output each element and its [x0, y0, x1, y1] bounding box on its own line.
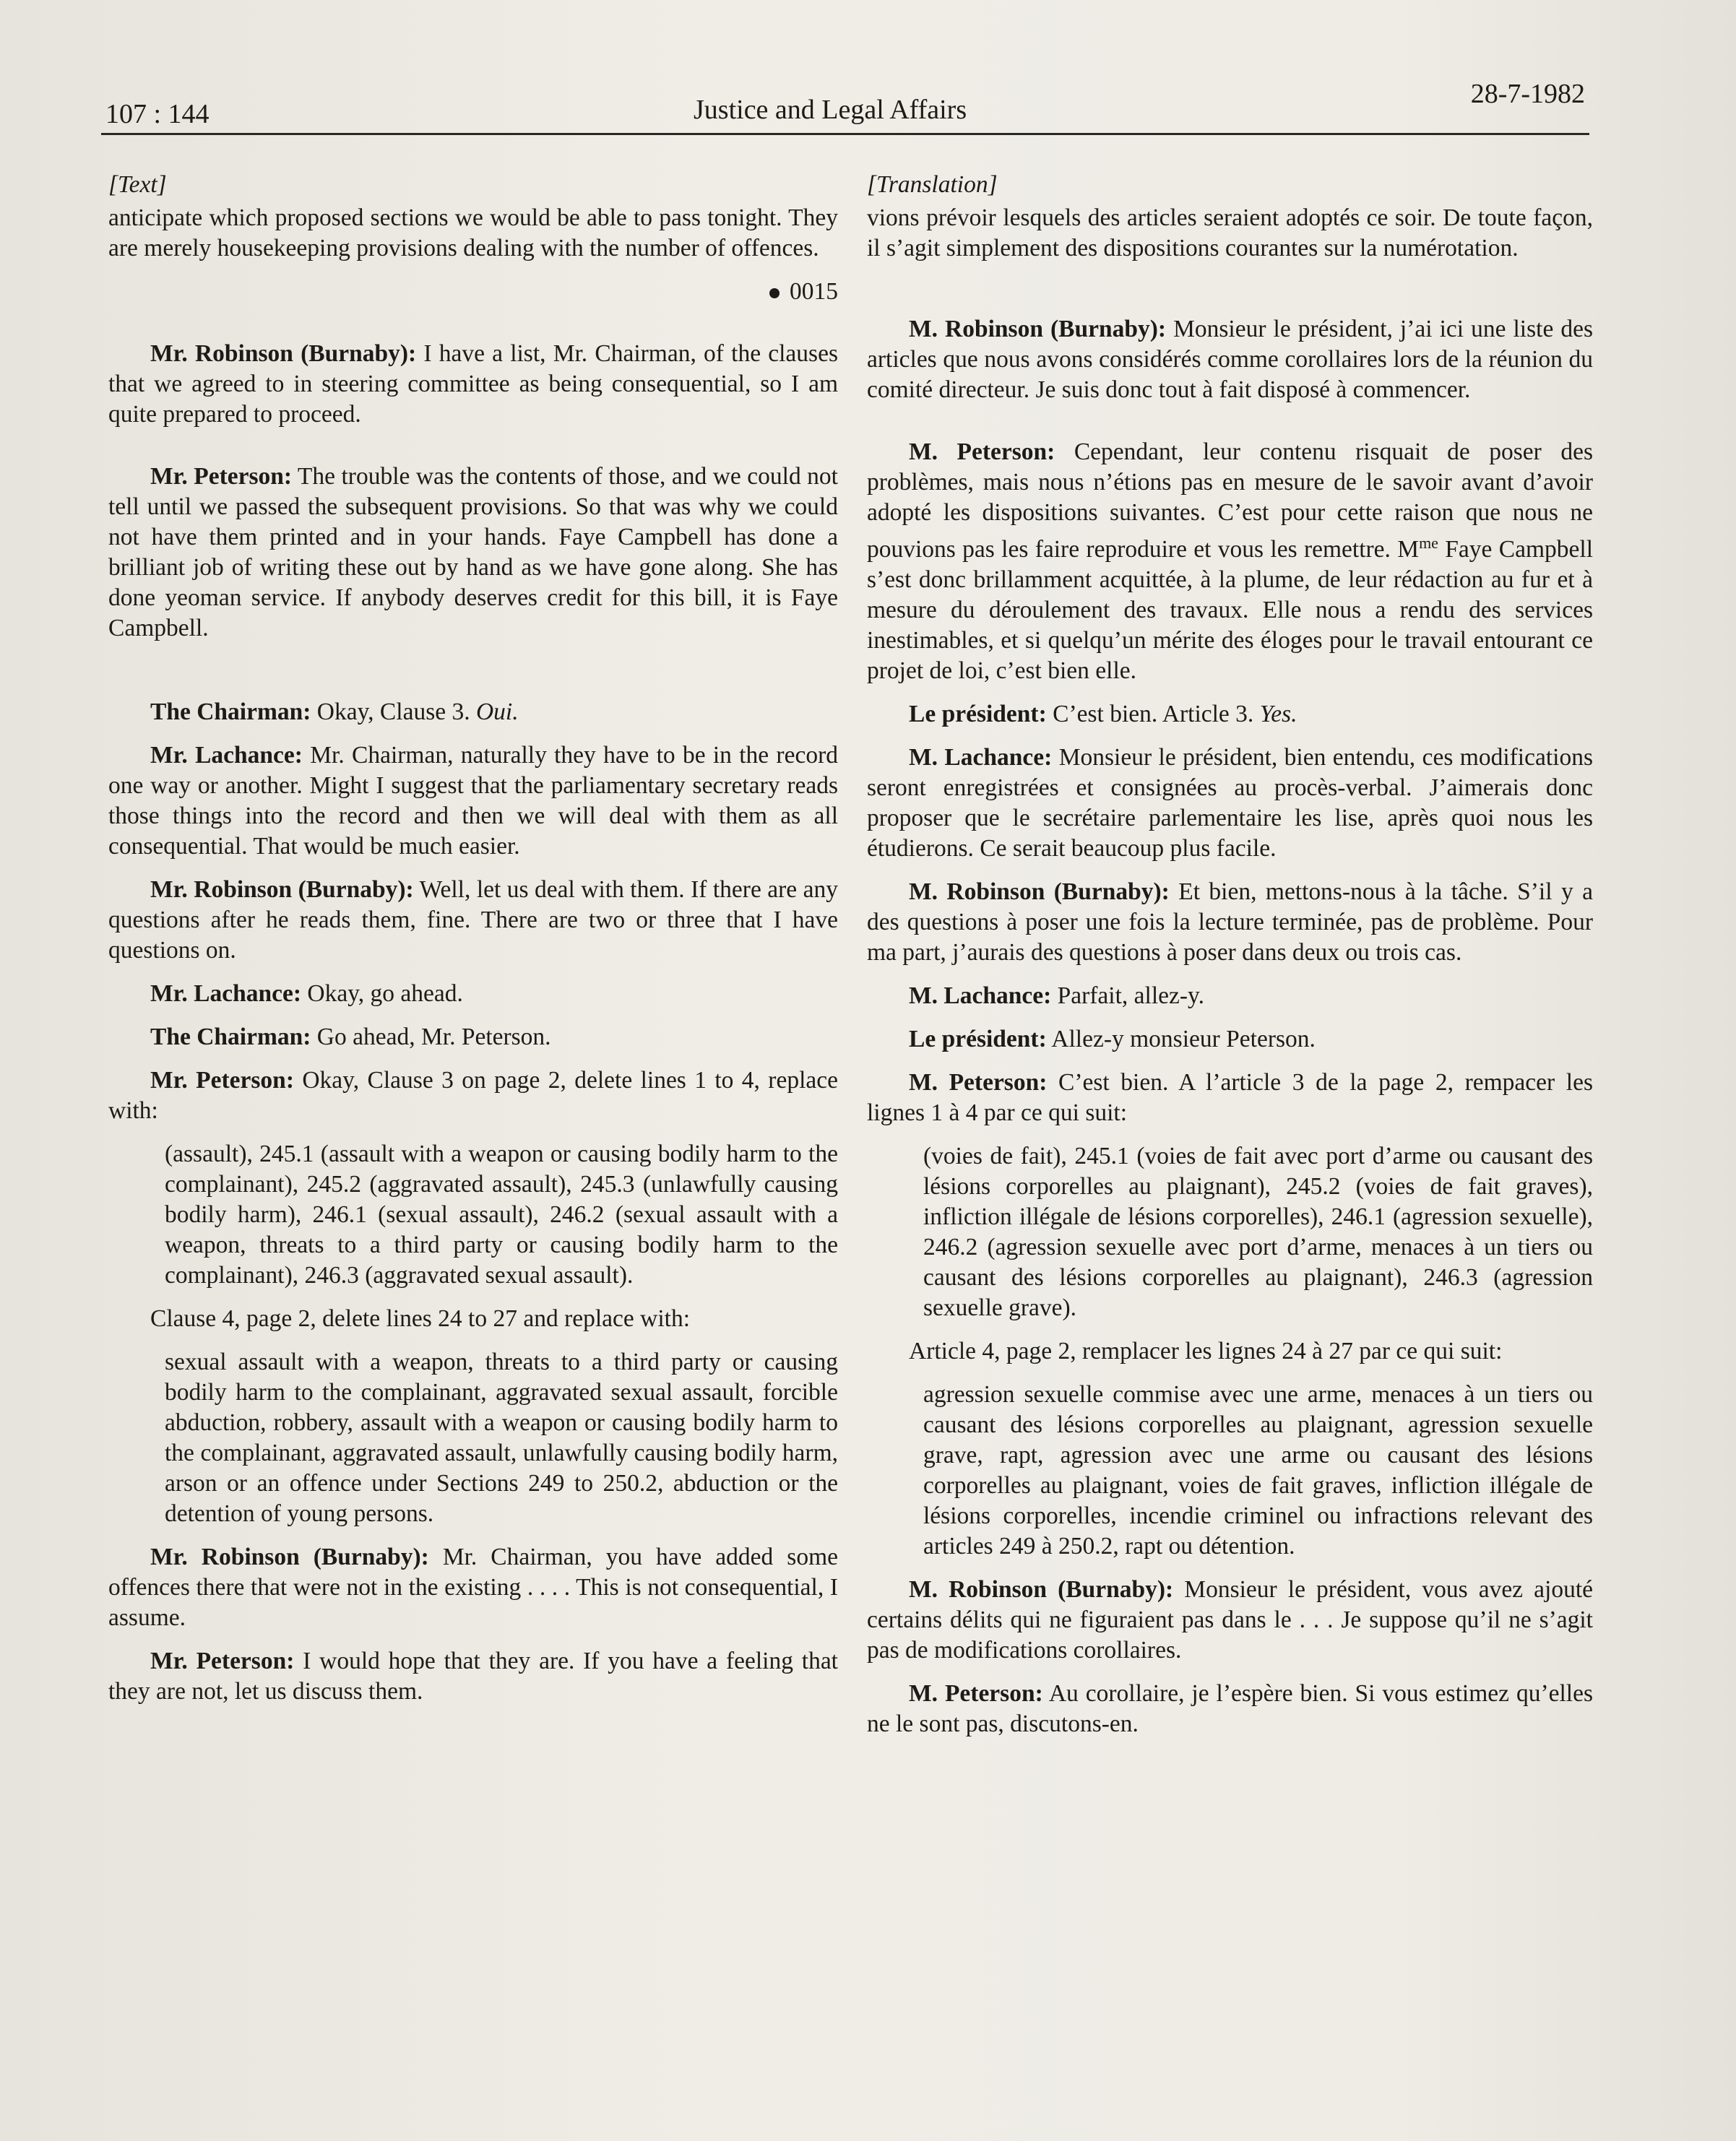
speech: M. Lachance: Parfait, allez-y.: [909, 982, 1204, 1010]
speech: The Chairman: Okay, Clause 3. Oui.: [150, 698, 519, 725]
speaker-name: M. Robinson (Burnaby):: [909, 1576, 1174, 1604]
speaker-name: The Chairman:: [150, 698, 311, 725]
paragraph: Clause 4, page 2, delete lines 24 to 27 and replace with:: [150, 1305, 691, 1332]
speaker-name: M. Peterson:: [909, 1069, 1048, 1097]
speaker-name: Mr. Robinson (Burnaby):: [150, 876, 414, 903]
speech: M. Lachance: Monsieur le président, bien entendu, ces modifications seront enregistrées et consignées au procès-verbal. J’aimerais donc proposer que le secrétaire parlementaire les lise, après quoi nous les étudierons. Ce serait beaucoup plus facile.: [867, 744, 1593, 862]
speech: Le président: Allez-y monsieur Peterson.: [909, 1026, 1316, 1053]
speaker-name: Mr. Peterson:: [150, 1067, 294, 1094]
speech: Mr. Robinson (Burnaby): Well, let us deal with them. If there are any questions after he reads them, fine. There are two or three that I have questions on.: [108, 876, 838, 964]
speech: Mr. Robinson (Burnaby): Mr. Chairman, you have added some offences there that were not in the existing . . . . This is not consequential, I assume.: [108, 1544, 838, 1631]
page-date: 28-7-1982: [1470, 79, 1585, 109]
bullet-icon: [769, 288, 780, 298]
speaker-name: M. Lachance:: [909, 982, 1052, 1010]
speech: M. Robinson (Burnaby): Et bien, mettons-nous à la tâche. S’il y a des questions à poser une fois la lecture terminée, pas de problème. Pour ma part, j’aurais des questions à poser dans deux ou trois cas.: [867, 878, 1593, 966]
speech: Le président: C’est bien. Article 3. Yes.: [909, 701, 1297, 728]
speech: M. Peterson: C’est bien. A l’article 3 de la page 2, rempacer les lignes 1 à 4 par ce qui suit:: [867, 1069, 1594, 1127]
speaker-name: M. Robinson (Burnaby):: [909, 878, 1170, 906]
amendment-text: (voies de fait), 245.1 (voies de fait avec port d’arme ou causant des lésions corporelles au plaignant), 245.2 (voies de fait graves), infliction illégale de lésions corporelles), 246.1 (agression sexuelle), 246.2 (agression sexuelle avec port d’arme, menaces à un tiers ou causant des lésions corporelles au plaignant), 246.3 (agression sexuelle grave).: [923, 1143, 1593, 1322]
speech: M. Peterson: Cependant, leur contenu risquait de poser des problèmes, mais nous n’étions pas en mesure de le savoir avant d’avoir adopté les dispositions suivantes. C’est pour cette raison que nous ne pouvions pas les faire reproduire et vous les remettre. $M^{me}$ Faye Campbell s’est donc brillamment acquittée, à la plume, de leur rédaction au fur et à mesure du déroulement des travaux. Elle nous a rendu des services inestimables, et si quelqu’un mérite des éloges pour le travail entourant ce projet de loi, c’est bien elle.: [867, 438, 1594, 685]
running-title: Justice and Legal Affairs: [694, 95, 967, 125]
page-number: 107 : 144: [105, 99, 210, 129]
section-label-translation: [Translation]: [867, 171, 998, 198]
speech: Mr. Robinson (Burnaby): I have a list, Mr. Chairman, of the clauses that we agreed to in steering committee as being consequential, so I am quite prepared to proceed.: [108, 340, 838, 428]
speech: Mr. Peterson: The trouble was the contents of those, and we could not tell until we passed the subsequent provisions. So that was why we could not have them printed and in your hands. Faye Campbell has done a brilliant job of writing these out by hand as we have gone along. She has done yeoman service. If anybody deserves credit for this bill, it is Faye Campbell.: [108, 463, 838, 641]
english-column: [108, 170, 838, 1720]
paragraph: vions prévoir lesquels des articles seraient adoptés ce soir. De toute façon, il s’agit simplement des dispositions courantes sur la numérotation.: [867, 204, 1593, 261]
speech: M. Robinson (Burnaby): Monsieur le président, vous avez ajouté certains délits qui ne figuraient pas dans le . . . Je suppose qu’il ne s’agit pas de modifications corollaires.: [867, 1576, 1593, 1664]
speaker-name: Le président:: [909, 1026, 1047, 1053]
french-column: [867, 170, 1593, 1752]
amendment-text: (assault), 245.1 (assault with a weapon or causing bodily harm to the complainant), 245.2 (aggravated assault), 245.3 (unlawfully causing bodily harm), 246.1 (sexual assault), 246.2 (sexual assault with a weapon, threats to a third party or causing bodily harm to the complainant), 246.3 (aggravated sexual assault).: [165, 1141, 838, 1289]
running-header: [101, 78, 1589, 135]
speaker-name: Le président:: [909, 701, 1047, 728]
speaker-name: Mr. Robinson (Burnaby):: [150, 1544, 429, 1570]
amendment-text: agression sexuelle commise avec une arme, menaces à un tiers ou causant des lésions corporelles au plaignant, agression sexuelle grave, rapt, agression avec une arme ou causant des lésions corporelles au plaignant, voies de fait graves, infliction illégale de lésions corporelles, incendie criminel ou infractions relevant des articles 249 à 250.2, rapt ou détention.: [923, 1381, 1593, 1560]
speaker-name: Mr. Lachance:: [150, 980, 302, 1007]
speaker-name: M. Robinson (Burnaby):: [909, 316, 1167, 342]
speaker-name: Mr. Peterson:: [150, 1648, 295, 1674]
speech: Mr. Lachance: Okay, go ahead.: [150, 980, 463, 1007]
paragraph: Article 4, page 2, remplacer les lignes 24 à 27 par ce qui suit:: [909, 1338, 1503, 1365]
speaker-name: M. Peterson:: [909, 438, 1055, 465]
speaker-name: Mr. Robinson (Burnaby):: [150, 340, 417, 367]
speaker-name: Mr. Lachance:: [150, 742, 303, 769]
paragraph: anticipate which proposed sections we would be able to pass tonight. They are merely housekeeping provisions dealing with the number of offences.: [108, 204, 838, 261]
speech: The Chairman: Go ahead, Mr. Peterson.: [150, 1024, 551, 1050]
speech: Mr. Peterson: I would hope that they are. If you have a feeling that they are not, let us discuss them.: [108, 1648, 838, 1705]
speaker-name: M. Lachance:: [909, 744, 1053, 771]
speaker-name: M. Peterson:: [909, 1680, 1043, 1708]
time-marker: 0015: [108, 277, 838, 307]
section-label-text: [Text]: [108, 171, 167, 198]
speaker-name: Mr. Peterson:: [150, 463, 293, 490]
speech: Mr. Lachance: Mr. Chairman, naturally they have to be in the record one way or another. Might I suggest that the parliamentary secretary reads those things into the record and then we will deal with them as all consequential. That would be much easier.: [108, 742, 838, 860]
speech: M. Peterson: Au corollaire, je l’espère bien. Si vous estimez qu’elles ne le sont pas, discutons-en.: [867, 1680, 1593, 1738]
speech: M. Robinson (Burnaby): Monsieur le président, j’ai ici une liste des articles que nous avons considérés comme corollaires lors de la réunion du comité directeur. Je suis donc tout à fait disposé à commencer.: [867, 316, 1594, 403]
speech: Mr. Peterson: Okay, Clause 3 on page 2, delete lines 1 to 4, replace with:: [108, 1067, 838, 1124]
speaker-name: The Chairman:: [150, 1024, 311, 1050]
amendment-text: sexual assault with a weapon, threats to a third party or causing bodily harm to the complainant, aggravated sexual assault, forcible abduction, robbery, assault with a weapon or causing bodily harm to the complainant, aggravated assault, unlawfully causing bodily harm, arson or an offence under Sections 249 to 250.2, abduction or the detention of young persons.: [165, 1349, 838, 1527]
